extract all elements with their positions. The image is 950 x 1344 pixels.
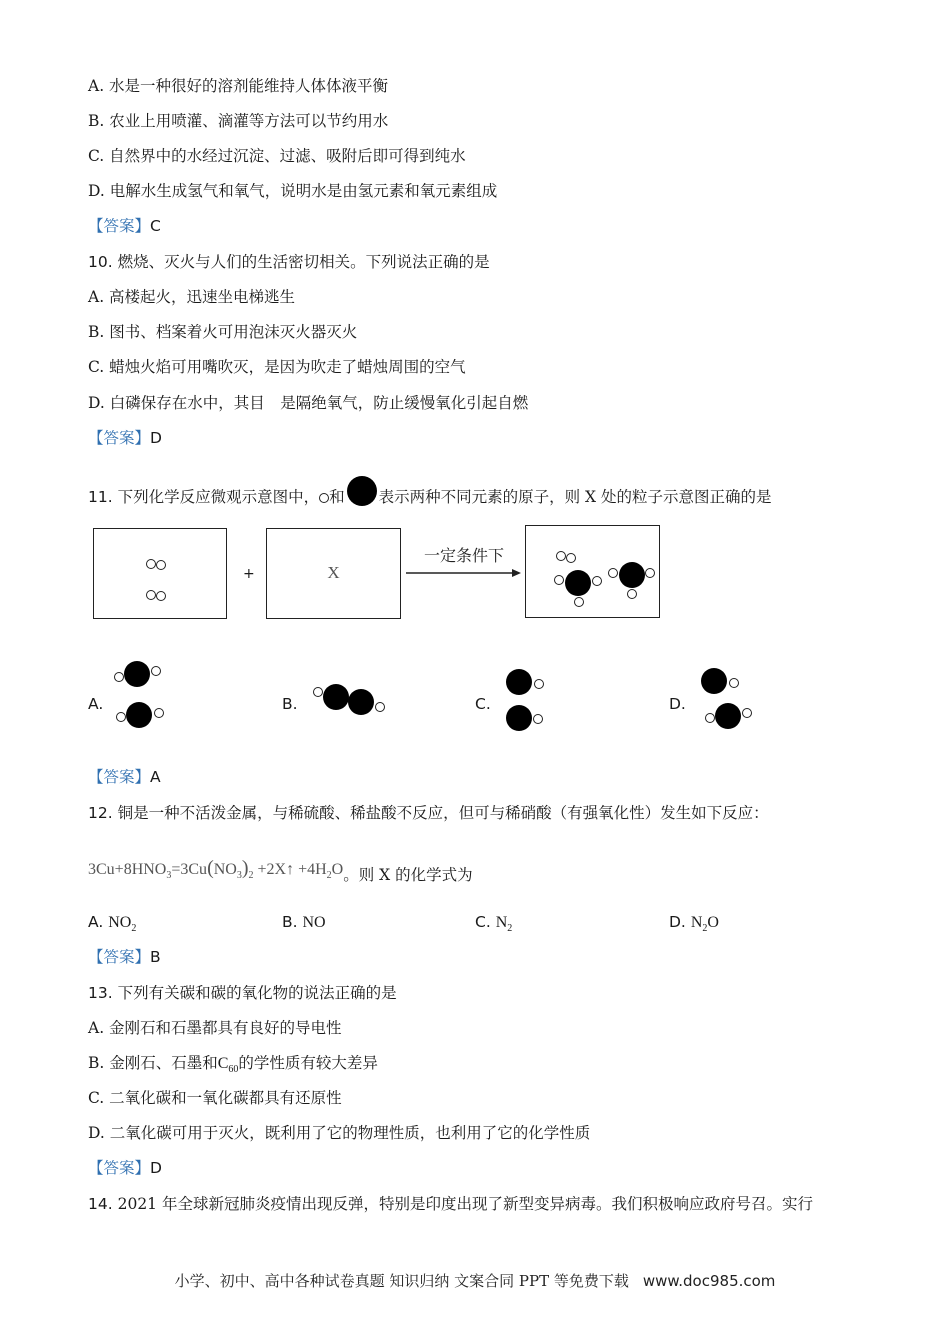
small-atom [592,576,602,586]
small-atom [114,672,124,682]
answer-tag: 【答案】 [88,1159,151,1177]
option-label: B. [282,695,298,713]
option-value: NO [302,914,326,931]
small-atom [534,679,544,689]
small-atom-icon [319,493,329,503]
large-atom [348,689,374,715]
q13-option-c: C. 二氧化碳和一氧化碳都具有还原性 [88,1089,342,1107]
small-atom [375,702,385,712]
c60-formula: $C_{60}$ [217,1055,239,1075]
question-text: 表示两种不同元素的原子，则 X 处的粒子示意图正确的是 [378,488,772,506]
x-label: X [327,563,340,582]
q12-option-b [282,912,326,933]
option-label: D. [669,913,686,931]
reaction-arrow [402,540,526,582]
q11-option-c-label [475,694,491,714]
option-value: $NO_2$ [108,914,137,934]
option-label: A. [88,913,104,931]
q10-stem [88,252,490,272]
product-box [525,525,660,618]
option-label: C. [475,695,491,713]
q12-stem [88,803,769,823]
q13-stem [88,983,397,1003]
small-atom [156,560,166,570]
q12-option-d [669,912,719,939]
q13-option-d: D. 二氧化碳可用于灭火，既利用了它的物理性质，也利用了它的化学性质 [88,1124,591,1142]
large-atom [124,661,150,687]
q10-option-c: C. 蜡烛火焰可用嘴吹灭，是因为吹走了蜡烛周围的空气 [88,358,466,376]
large-atom [506,669,532,695]
q9-option-c: C. 自然界中的水经过沉淀、过滤、吸附后即可得到纯水 [88,147,466,165]
large-atom [565,570,591,596]
answer-tag: 【答案】 [88,217,151,235]
answer-tag: 【答案】 [88,768,151,786]
answer-value: B [150,948,161,966]
q9-option-b: B. 农业上用喷灌、滴灌等方法可以节约用水 [88,112,389,130]
question-text: 下列化学反应微观示意图中， [117,488,320,506]
small-atom [556,551,566,561]
small-atom [156,591,166,601]
q9-option-d: D. 电解水生成氢气和氧气，说明水是由氢元素和氧元素组成 [88,182,498,200]
q9-option-a: A. 水是一种很好的溶剂能维持人体体液平衡 [88,77,389,95]
option-label: B. [282,913,298,931]
small-atom [146,559,156,569]
small-atom [574,597,584,607]
answer-tag: 【答案】 [88,429,151,447]
q10-option-b: B. 图书、档案着火可用泡沫灭火器灭火 [88,323,358,341]
q13-option-a: A. 金刚石和石墨都具有良好的导电性 [88,1019,342,1037]
question-text: 和 [329,488,345,506]
q13-answer [88,1158,162,1178]
question-number: 14. [88,1195,113,1213]
small-atom [742,708,752,718]
q10-option-d: D. 白磷保存在水中，其目 是隔绝氧气，防止缓慢氧化引起自燃 [88,394,529,412]
q9-answer [88,216,161,236]
question-number: 12. [88,804,113,822]
question-number: 13. [88,984,113,1002]
small-atom [154,708,164,718]
small-atom [608,568,618,578]
small-atom [645,568,655,578]
small-atom [729,678,739,688]
q12-answer [88,947,161,967]
q11-option-a-label [88,694,103,714]
q12-equation [88,858,473,886]
option-value: $N_2O$ [690,914,719,934]
large-atom [619,562,645,588]
question-number: 10. [88,253,113,271]
question-number: 11. [88,488,113,506]
plus-sign: + [243,566,255,582]
option-label: D. [669,695,686,713]
footer-text: 小学、初中、高中各种试卷真题 知识归纳 文案合同 PPT 等免费下载 [174,1272,629,1290]
small-atom [627,589,637,599]
answer-value: D [150,1159,162,1177]
option-label: A. [88,695,104,713]
reactant-box-x [266,528,401,619]
large-atom [506,705,532,731]
footer-url[interactable]: www.doc985.com [642,1272,776,1290]
question-text: 。则 X 的化学式为 [343,866,473,884]
small-atom [554,575,564,585]
answer-value: A [150,768,161,786]
question-text: 2021 年全球新冠肺炎疫情出现反弹，特别是印度出现了新型变异病毒。我们积极响应政府号召。实行 [117,1195,813,1213]
q10-answer [88,428,162,448]
large-atom [323,684,349,710]
q13-option-b [88,1053,378,1080]
q11-stem [88,476,772,507]
small-atom [151,666,161,676]
question-text: 铜是一种不活泼金属，与稀硫酸、稀盐酸不反应，但可与稀硝酸（有强氧化性）发生如下反应： [117,804,769,822]
small-atom [146,590,156,600]
reactant-box-1 [93,528,227,619]
option-value: $N_2$ [495,914,513,934]
q11-answer [88,767,161,787]
large-atom-icon [347,476,377,506]
page-footer [0,1270,950,1291]
answer-tag: 【答案】 [88,948,151,966]
large-atom [126,702,152,728]
option-text: 的学性质有较大差异 [238,1054,378,1072]
small-atom [116,712,126,722]
q10-option-a: A. 高楼起火，迅速坐电梯逃生 [88,288,296,306]
answer-value: C [150,217,161,235]
q11-option-d-label [669,694,686,714]
question-text: 燃烧、灭火与人们的生活密切相关。下列说法正确的是 [117,253,490,271]
q12-option-a [88,912,136,939]
answer-value: D [150,429,162,447]
arrow-label: 一定条件下 [423,546,505,565]
small-atom [313,687,323,697]
option-label: C. [475,913,491,931]
q12-option-c [475,912,512,939]
small-atom [566,553,576,563]
option-text: B. 金刚石、石墨和 [88,1054,218,1072]
large-atom [715,703,741,729]
chemical-equation: $3Cu+8HNO_3=3Cu(NO_3)_2$ +2X↑ $+4H_2O$ [88,857,344,881]
question-text: 下列有关碳和碳的氧化物的说法正确的是 [117,984,397,1002]
q14-stem [88,1194,813,1214]
large-atom [701,668,727,694]
q11-option-b-label [282,694,298,714]
small-atom [533,714,543,724]
small-atom [705,713,715,723]
